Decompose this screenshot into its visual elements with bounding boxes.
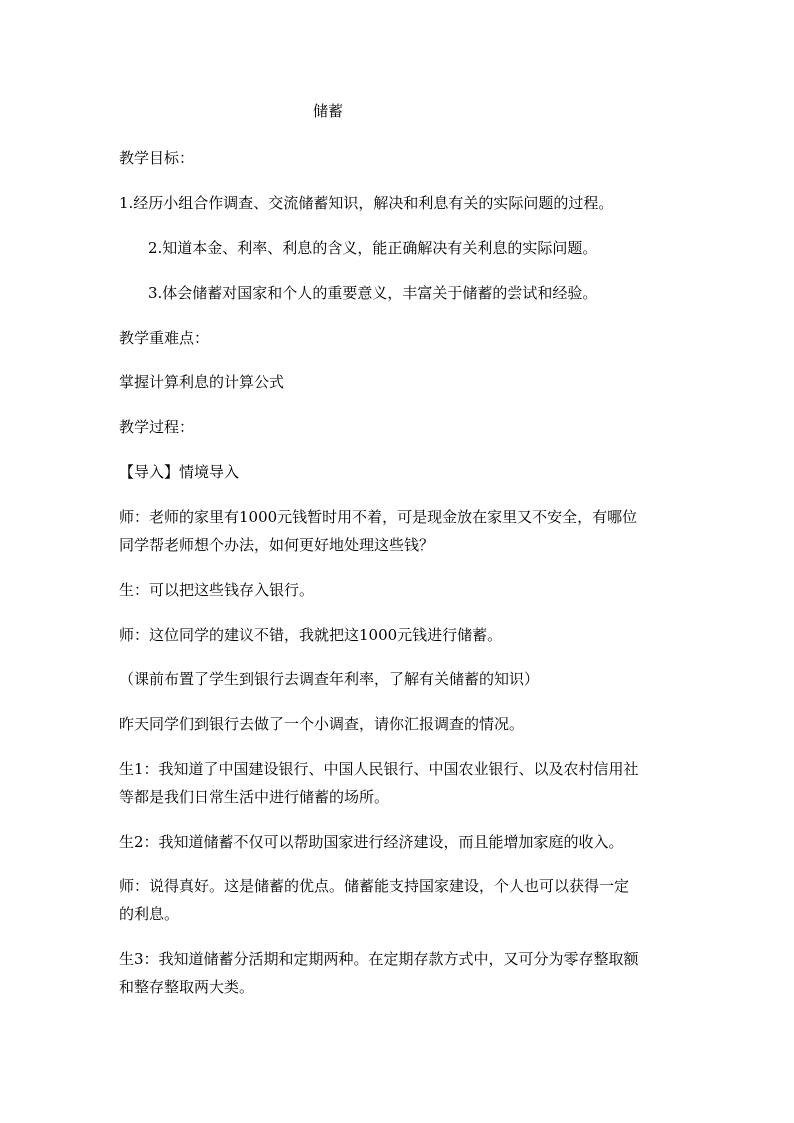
paragraph-report-request: 昨天同学们到银行去做了一个小调查，请你汇报调查的情况。 bbox=[119, 715, 525, 733]
paragraph-preclass-note: （课前布置了学生到银行去调查年利率，了解有关储蓄的知识） bbox=[119, 670, 540, 688]
paragraph-introduction: 【导入】情境导入 bbox=[119, 463, 240, 481]
paragraph-goal-3: 3.体会储蓄对国家和个人的重要意义，丰富关于储蓄的尝试和经验。 bbox=[148, 284, 598, 302]
document-title: 储蓄 bbox=[313, 102, 344, 120]
paragraph-student1-line-2: 等都是我们日常生活中进行储蓄的场所。 bbox=[119, 788, 390, 806]
paragraph-key-points: 掌握计算利息的计算公式 bbox=[119, 373, 285, 391]
paragraph-goal-1: 1.经历小组合作调查、交流储蓄知识，解决和利息有关的实际问题的过程。 bbox=[119, 194, 614, 212]
paragraph-teacher-praise-line-2: 的利息。 bbox=[119, 905, 180, 923]
paragraph-student1-line-1: 生1：我知道了中国建设银行、中国人民银行、中国农业银行、以及农村信用社 bbox=[119, 760, 639, 778]
paragraph-process-heading: 教学过程： bbox=[119, 418, 195, 436]
paragraph-goal-2: 2.知道本金、利率、利息的含义，能正确解决有关利息的实际问题。 bbox=[148, 239, 598, 257]
paragraph-teacher-question-line-1: 师：老师的家里有1000元钱暂时用不着，可是现金放在家里又不安全，有哪位 bbox=[119, 508, 638, 526]
paragraph-student3-line-2: 和整存整取两大类。 bbox=[119, 978, 255, 996]
paragraph-student3-line-1: 生3：我知道储蓄分活期和定期两种。在定期存款方式中，又可分为零存整取额 bbox=[119, 950, 639, 968]
paragraph-key-points-heading: 教学重难点： bbox=[119, 329, 210, 347]
paragraph-student2: 生2：我知道储蓄不仅可以帮助国家进行经济建设，而且能增加家庭的收入。 bbox=[119, 833, 624, 851]
paragraph-teacher-praise-line-1: 师：说得真好。这是储蓄的优点。储蓄能支持国家建设，个人也可以获得一定 bbox=[119, 877, 630, 895]
paragraph-teacher-response: 师：这位同学的建议不错，我就把这1000元钱进行储蓄。 bbox=[119, 626, 503, 644]
paragraph-teacher-question-line-2: 同学帮老师想个办法，如何更好地处理这些钱？ bbox=[119, 536, 435, 554]
paragraph-student-answer: 生：可以把这些钱存入银行。 bbox=[119, 581, 315, 599]
paragraph-teaching-goals-heading: 教学目标： bbox=[119, 149, 195, 167]
